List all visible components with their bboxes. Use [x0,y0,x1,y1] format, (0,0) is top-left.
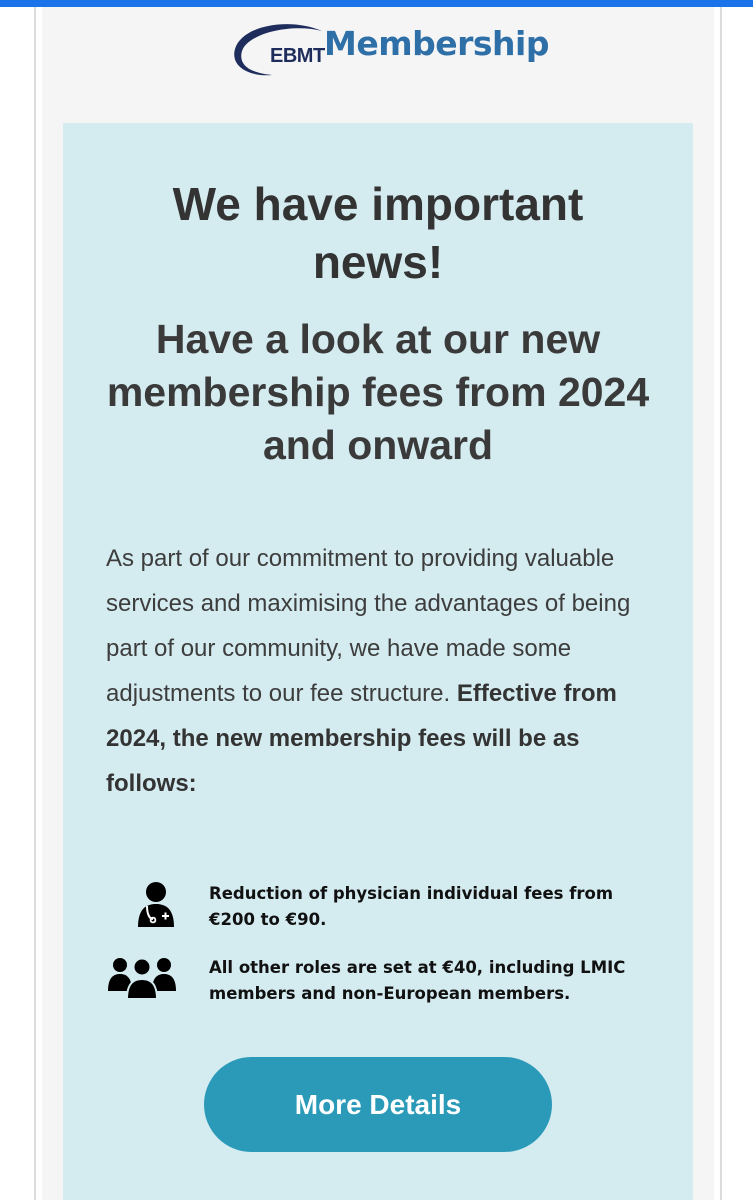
physician-icon [128,881,208,931]
ebmt-membership-logo[interactable] [230,19,570,81]
fee-text-physician: Reduction of physician individual fees from €200 to €90. [209,884,614,929]
frame-border-left [34,7,36,1200]
intro-bold-text: Effective from 2024, the new membership fees will be as follows: [106,680,617,797]
fee-text-other-roles: All other roles are set at €40, including LMIC members and non-European members. [209,958,626,1003]
announcement-panel [63,123,693,1200]
email-frame [42,7,714,1200]
subheadline: Have a look at our new membership fees from 2024 and onward [106,316,650,468]
browser-top-bar [0,0,753,7]
intro-paragraph [106,536,636,806]
logo-ebmt-text: EBMT [270,45,325,67]
headline: We have important news! [172,178,584,288]
more-details-button[interactable]: More Details [204,1057,552,1152]
logo-membership-text: Membership [324,24,549,63]
group-icon [105,955,185,1005]
intro-text: As part of our commitment to providing valuable services and maximising the advantages of being part of our community, we have made some adjustments to our fee structure. [106,545,631,707]
frame-border-right [720,7,722,1200]
email-header [42,7,714,87]
